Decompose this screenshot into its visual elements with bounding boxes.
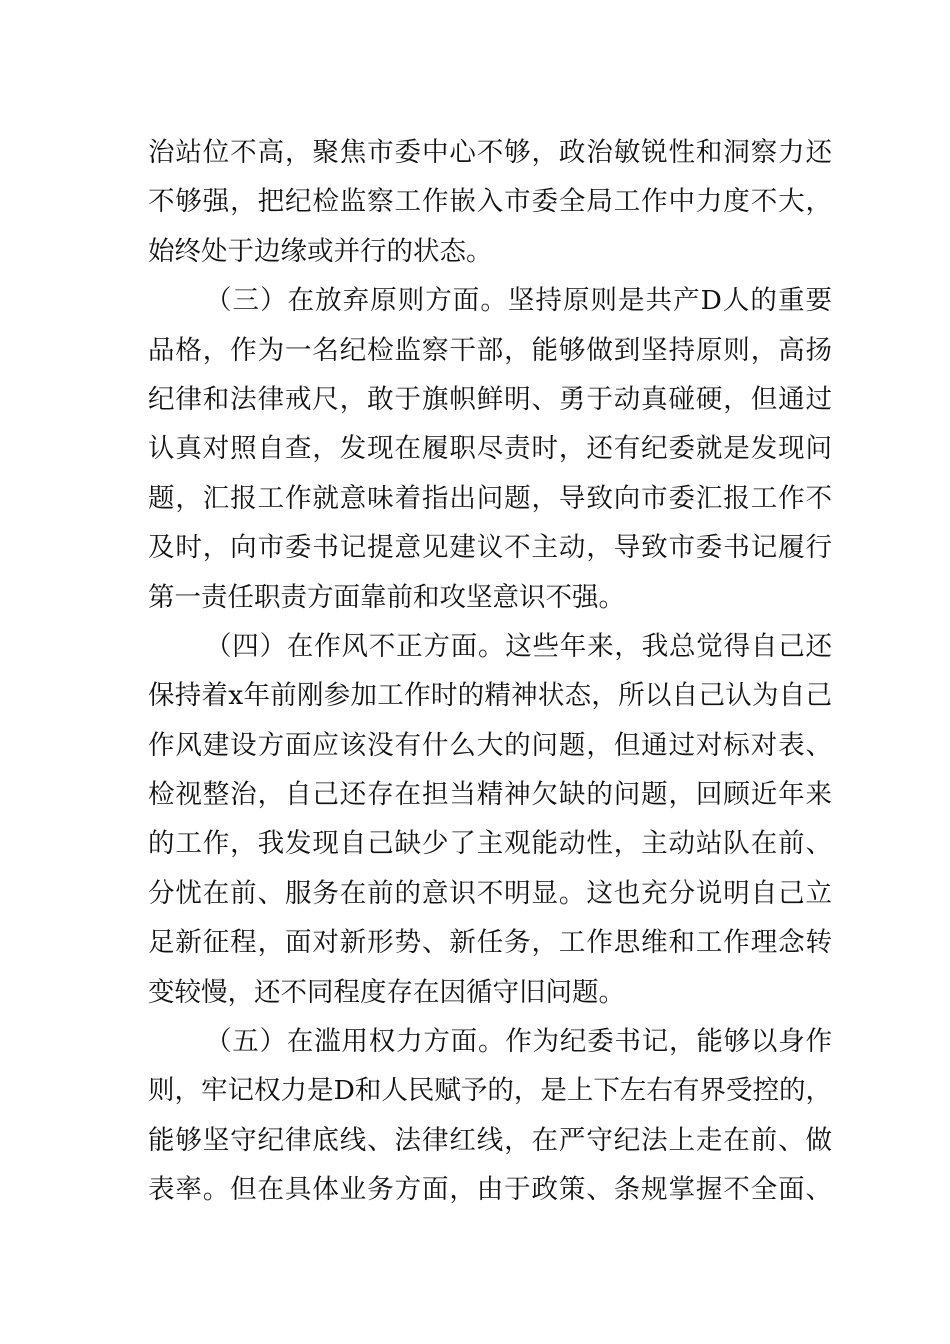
text-line: 检视整治，自己还存在担当精神欠缺的问题，回顾近年来	[148, 779, 832, 811]
text-line: 不够强，把纪检监察工作嵌入市委全局工作中力度不大，	[148, 186, 832, 218]
paragraph-heading-5: （五）在滥用权力方面。作为纪委书记，能够以身作	[205, 1026, 832, 1058]
text-line: 分忧在前、服务在前的意识不明显。这也充分说明自己立	[148, 877, 832, 909]
text-line: 治站位不高，聚焦市委中心不够，政治敏锐性和洞察力还	[148, 137, 832, 168]
text-line: 纪律和法律戒尺，敢于旗帜鲜明、勇于动真碰硬，但通过	[148, 383, 832, 415]
text-line: 第一责任职责方面靠前和攻坚意识不强。	[148, 581, 625, 613]
body-text	[148, 128, 832, 1215]
text-line: 始终处于边缘或并行的状态。	[148, 235, 493, 267]
text-line: 表率。但在具体业务方面，由于政策、条规掌握不全面、	[148, 1174, 832, 1206]
text-line: 变较慢，还不同程度存在因循守旧问题。	[148, 976, 625, 1008]
text-line: 能够坚守纪律底线、法律红线，在严守纪法上走在前、做	[148, 1124, 832, 1156]
text-line: 则，牢记权力是D和人民赋予的，是上下左右有界受控的，	[148, 1075, 832, 1107]
text-line: 作风建设方面应该没有什么大的问题，但通过对标对表、	[148, 729, 832, 761]
paragraph-heading-4: （四）在作风不正方面。这些年来，我总觉得自己还	[205, 630, 832, 662]
text-line: 及时，向市委书记提意见建议不主动，导致市委书记履行	[148, 532, 832, 564]
text-line: 保持着x年前刚参加工作时的精神状态，所以自己认为自己	[148, 680, 832, 712]
text-line: 认真对照自查，发现在履职尽责时，还有纪委就是发现问	[148, 433, 832, 465]
text-line: 的工作，我发现自己缺少了主观能动性，主动站队在前、	[148, 828, 832, 860]
text-line: 足新征程，面对新形势、新任务，工作思维和工作理念转	[148, 927, 832, 959]
paragraph-heading-3: （三）在放弃原则方面。坚持原则是共产D人的重要	[205, 285, 832, 317]
text-line: 品格，作为一名纪检监察干部，能够做到坚持原则，高扬	[148, 334, 832, 366]
text-line: 题，汇报工作就意味着指出问题，导致向市委汇报工作不	[148, 482, 832, 514]
